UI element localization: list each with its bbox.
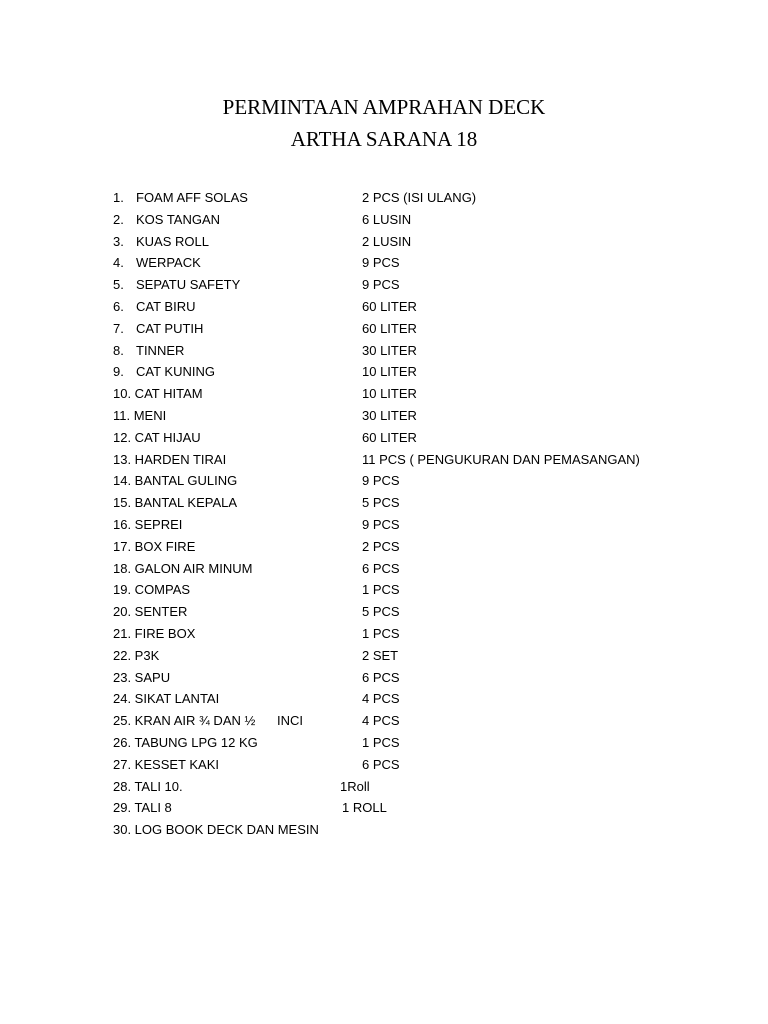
- list-item: [0, 340, 768, 362]
- item-number: 6.: [113, 298, 124, 314]
- document-title: PERMINTAAN AMPRAHAN DECK: [222, 95, 546, 119]
- item-quantity: 60 LITER: [362, 320, 417, 336]
- list-item: [0, 449, 768, 471]
- list-item: [0, 797, 768, 819]
- list-item: [0, 819, 768, 841]
- item-name: 22. P3K: [113, 647, 160, 663]
- list-item: [0, 231, 768, 253]
- item-quantity: 5 PCS: [362, 604, 400, 620]
- list-item: [0, 252, 768, 274]
- item-quantity: 2 PCS: [362, 538, 400, 554]
- item-name: 27. KESSET KAKI: [113, 756, 219, 772]
- item-number: 5.: [113, 277, 124, 293]
- list-item: [0, 209, 768, 231]
- item-name: 15. BANTAL KEPALA: [113, 495, 238, 511]
- list-item: [0, 579, 768, 601]
- list-item: [0, 558, 768, 580]
- list-item: [0, 274, 768, 296]
- item-name: 20. SENTER: [113, 604, 188, 620]
- item-quantity: 1Roll: [340, 778, 370, 794]
- item-quantity: 1 PCS: [362, 625, 400, 641]
- item-name: KOS TANGAN: [136, 211, 221, 227]
- list-item: [0, 383, 768, 405]
- item-quantity: 60 LITER: [362, 429, 417, 445]
- item-number: 9.: [113, 364, 124, 380]
- item-name: 18. GALON AIR MINUM: [113, 560, 253, 576]
- item-quantity: 30 LITER: [362, 407, 417, 423]
- item-quantity: 6 PCS: [362, 756, 400, 772]
- item-quantity: 6 LUSIN: [362, 211, 412, 227]
- item-name: CAT PUTIH: [136, 320, 204, 336]
- list-item: [0, 623, 768, 645]
- item-name: FOAM AFF SOLAS: [136, 190, 248, 205]
- list-item: [0, 688, 768, 710]
- document-subtitle: ARTHA SARANA 18: [290, 127, 478, 151]
- item-number: 7.: [113, 320, 124, 336]
- item-quantity: 10 LITER: [362, 386, 417, 402]
- list-item: [0, 536, 768, 558]
- item-quantity: 2 PCS (ISI ULANG): [362, 190, 477, 205]
- list-item: [0, 470, 768, 492]
- item-quantity: 5 PCS: [362, 495, 400, 511]
- item-number: 2.: [113, 211, 124, 227]
- item-name: 24. SIKAT LANTAI: [113, 691, 220, 707]
- item-name: 30. LOG BOOK DECK DAN MESIN: [113, 822, 319, 838]
- list-item: [0, 318, 768, 340]
- item-quantity: 1 PCS: [362, 582, 400, 598]
- item-name: 16. SEPREI: [113, 516, 183, 532]
- item-name: 26. TABUNG LPG 12 KG: [113, 734, 258, 750]
- item-quantity: 1 ROLL: [342, 800, 387, 816]
- list-item: [0, 361, 768, 383]
- item-name: 17. BOX FIRE: [113, 538, 196, 554]
- item-name: 14. BANTAL GULING: [113, 473, 238, 489]
- item-quantity: 9 PCS: [362, 473, 400, 489]
- item-name: 28. TALI 10.: [113, 778, 183, 794]
- list-item: [0, 645, 768, 667]
- item-quantity: 2 SET: [362, 647, 399, 663]
- item-quantity: 6 PCS: [362, 560, 400, 576]
- item-name: 29. TALI 8: [113, 800, 172, 816]
- item-quantity: 4 PCS: [362, 713, 400, 729]
- item-number: 1.: [113, 190, 124, 205]
- item-quantity: 4 PCS: [362, 691, 400, 707]
- list-item: [0, 754, 768, 776]
- item-name: 13. HARDEN TIRAI: [113, 451, 227, 467]
- item-name: 10. CAT HITAM: [113, 386, 203, 402]
- item-name: KUAS ROLL: [136, 233, 209, 249]
- item-name: 21. FIRE BOX: [113, 625, 196, 641]
- item-quantity: 6 PCS: [362, 669, 400, 685]
- item-name: 25. KRAN AIR ¾ DAN ½ INCI: [113, 713, 304, 729]
- item-name: SEPATU SAFETY: [136, 277, 241, 293]
- item-quantity: 9 PCS: [362, 516, 400, 532]
- list-item: [0, 187, 768, 209]
- item-quantity: 60 LITER: [362, 298, 417, 314]
- item-name: 11. MENI: [113, 407, 167, 423]
- list-item: [0, 601, 768, 623]
- item-quantity: 11 PCS ( PENGUKURAN DAN PEMASANGAN): [362, 451, 640, 467]
- item-list: [0, 187, 768, 841]
- item-quantity: 9 PCS: [362, 277, 400, 293]
- list-item: [0, 296, 768, 318]
- list-item: [0, 667, 768, 689]
- item-name: 23. SAPU: [113, 669, 171, 685]
- item-quantity: 10 LITER: [362, 364, 417, 380]
- item-name: CAT BIRU: [136, 298, 196, 314]
- item-quantity: 9 PCS: [362, 255, 400, 271]
- list-item: [0, 710, 768, 732]
- item-quantity: 2 LUSIN: [362, 233, 412, 249]
- list-item: [0, 732, 768, 754]
- list-item: [0, 427, 768, 449]
- item-number: 8.: [113, 342, 124, 358]
- list-item: [0, 492, 768, 514]
- item-number: 4.: [113, 255, 124, 271]
- item-quantity: 1 PCS: [362, 734, 400, 750]
- list-item: [0, 776, 768, 798]
- list-item: [0, 514, 768, 536]
- item-name: WERPACK: [136, 255, 201, 271]
- item-name: 19. COMPAS: [113, 582, 191, 598]
- list-item: [0, 405, 768, 427]
- item-name: CAT KUNING: [136, 364, 215, 380]
- item-name: 12. CAT HIJAU: [113, 429, 201, 445]
- item-number: 3.: [113, 233, 124, 249]
- item-name: TINNER: [136, 342, 185, 358]
- item-quantity: 30 LITER: [362, 342, 417, 358]
